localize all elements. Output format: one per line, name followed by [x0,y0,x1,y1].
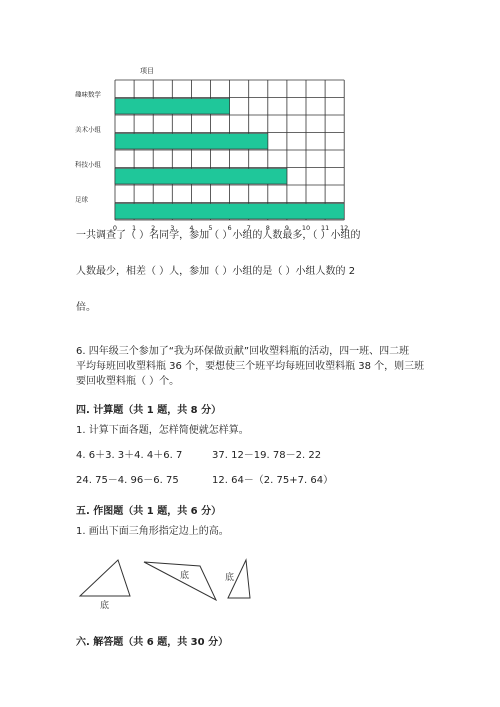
triangle-1 [80,560,130,596]
category-label: 足球 [75,195,88,204]
q6-line-1: 6. 四年级三个参加了“我为环保做贡献”回收塑料瓶的活动，四一班、四二班 [76,346,410,357]
q6-line-3: 要回收塑料瓶（ ）个。 [76,376,180,387]
expr-3: 24. 75－4. 96－6. 75 [76,475,179,486]
section4-q1: 1. 计算下面各题，怎样简便就怎样算。 [76,425,249,436]
q6-line-2: 平均每班回收塑料瓶 36 个，要想使三个班平均每班回收塑料瓶 38 个，则三班 [76,361,425,372]
triangles-figure [70,552,270,612]
section4-title: 四. 计算题（共 1 题，共 8 分） [76,405,222,416]
x-tick-label: 6 [227,224,232,232]
expr-2: 37. 12－19. 78－2. 22 [212,450,322,461]
x-tick-label: 11 [320,224,330,232]
bar [115,169,287,185]
triangle-2-base-label: 底 [180,571,190,581]
x-tick-label: 12 [340,224,349,232]
x-tick-label: 7 [246,224,251,232]
x-tick-label: 2 [151,224,156,232]
category-label: 美术小组 [75,125,101,134]
triangle-2 [144,562,216,600]
x-tick-label: 5 [208,224,213,232]
x-tick-label: 4 [189,224,194,232]
bar [115,204,344,220]
triangle-3-base-label: 底 [225,573,235,583]
question-line-3: 倍。 [76,302,96,313]
expr-4: 12. 64－（2. 75+7. 64） [212,475,334,486]
section5-q1: 1. 画出下面三角形指定边上的高。 [76,526,229,537]
x-tick-label: 0 [112,224,118,232]
section6-title: 六. 解答题（共 6 题，共 30 分） [76,637,229,648]
x-tick-label: 3 [170,224,175,232]
triangle-1-base-label: 底 [100,601,110,611]
bar [115,99,230,115]
section5-title: 五. 作图题（共 1 题，共 6 分） [76,506,222,517]
category-label: 趣味数学 [75,90,101,99]
x-tick-label: 1 [132,224,137,232]
bar-chart [70,60,370,232]
x-tick-label: 8 [265,224,270,232]
x-tick-label: 10 [301,224,311,232]
chart-title: 项目 [140,67,154,75]
question-line-2: 人数最少，相差（ ）人，参加（ ）小组的是（ ）小组人数的 2 [76,266,356,277]
question-line-1: 一共调查了（ ）名同学，参加（ ）小组的人数最多，（ ）小组的 [76,230,361,241]
expr-1: 4. 6＋3. 3＋4. 4＋6. 7 [76,450,183,461]
bar [115,134,268,150]
x-tick-label: 9 [284,224,289,232]
category-label: 科技小组 [75,160,101,169]
